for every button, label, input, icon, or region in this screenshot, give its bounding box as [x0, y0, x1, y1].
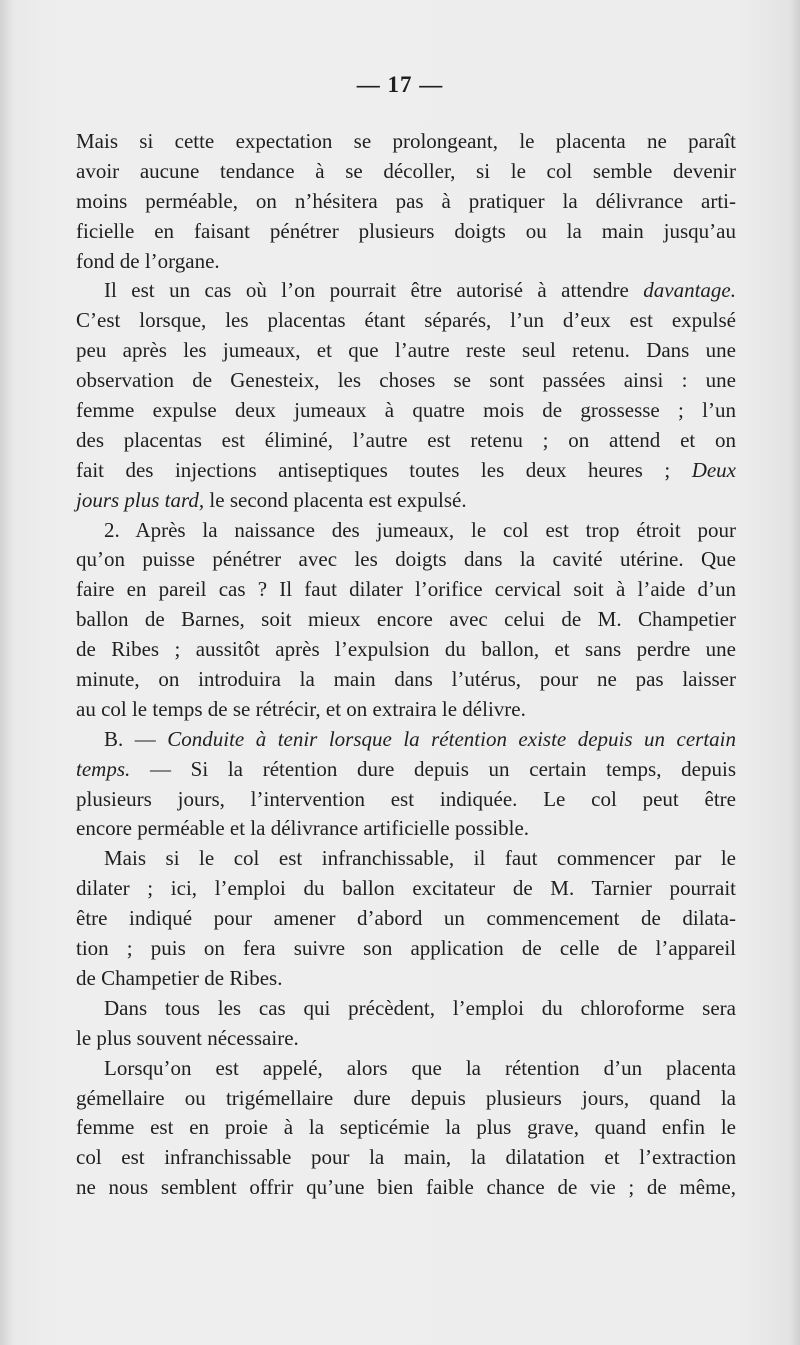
- text-line: être indiqué pour amener d’abord un commencement de dilata-: [76, 906, 736, 931]
- text-line: de Champetier de Ribes.: [76, 965, 283, 990]
- text-line: observation de Genesteix, les choses se sont passées ainsi : une: [76, 368, 736, 393]
- paragraph: [76, 994, 736, 1054]
- text-line: gémellaire ou trigémellaire dure depuis plusieurs jours, quand la: [76, 1085, 736, 1110]
- text-line: avoir aucune tendance à se décoller, si le col semble devenir: [76, 158, 736, 183]
- text-line: Mais si cette expectation se prolongeant, le placenta ne paraît: [76, 129, 736, 153]
- text-line: [76, 456, 736, 486]
- text-line: femme expulse deux jumeaux à quatre mois de grossesse ; l’un: [76, 398, 736, 423]
- text-line: 2. Après la naissance des jumeaux, le col est trop étroit pour: [104, 517, 736, 542]
- section-heading: Conduite à tenir lorsque la rétention existe depuis un certain: [167, 726, 736, 751]
- text-line: plusieurs jours, l’intervention est indiquée. Le col peut être: [76, 786, 736, 811]
- text-run: fait des injections antiseptiques toutes les deux heures ;: [76, 457, 671, 482]
- text-line: [76, 755, 736, 785]
- emphasis: Deux: [691, 457, 736, 482]
- text-line: [76, 725, 736, 755]
- text-line: encore perméable et la délivrance artificielle possible.: [76, 816, 530, 841]
- text-line: fond de l’organe.: [76, 248, 220, 273]
- text-line: Dans tous les cas qui précèdent, l’emploi du chloroforme sera: [104, 995, 736, 1020]
- text-line: femme est en proie à la septicémie la plus grave, quand enfin le: [76, 1115, 736, 1140]
- text-line: dilater ; ici, l’emploi du ballon excitateur de M. Tarnier pourrait: [76, 876, 736, 901]
- text-line: ballon de Barnes, soit mieux encore avec celui de M. Champetier: [76, 607, 736, 632]
- paragraph: [76, 844, 736, 993]
- text-line: tion ; puis on fera suivre son application de celle de l’appareil: [76, 936, 736, 961]
- section-label: B. —: [104, 726, 156, 751]
- text-run: Il est un cas où l’on pourrait être autorisé à attendre: [104, 278, 629, 303]
- text-line: [76, 276, 736, 306]
- body-text: [76, 127, 736, 1203]
- text-line: qu’on puisse pénétrer avec les doigts dans la cavité utérine. Que: [76, 547, 736, 572]
- text-line: faire en pareil cas ? Il faut dilater l’orifice cervical soit à l’aide d’un: [76, 577, 736, 602]
- text-run: le second placenta est expulsé.: [209, 487, 467, 512]
- text-run: — Si la rétention dure depuis un certain temps, depuis: [149, 756, 736, 781]
- text-line: au col le temps de se rétrécir, et on extraira le délivre.: [76, 696, 526, 721]
- section-heading: temps.: [76, 756, 131, 781]
- emphasis: davantage.: [643, 278, 736, 303]
- paragraph: [76, 276, 736, 515]
- page-number: — 17 —: [356, 72, 444, 97]
- text-line: minute, on introduira la main dans l’utérus, pour ne pas laisser: [76, 667, 736, 692]
- text-line: des placentas est éliminé, l’autre est retenu ; on attend et on: [76, 427, 736, 452]
- emphasis: jours plus tard,: [76, 487, 205, 512]
- text-line: ne nous semblent offrir qu’une bien faible chance de vie ; de même,: [76, 1175, 736, 1200]
- section-b: [76, 725, 736, 845]
- text-line: col est infranchissable pour la main, la dilatation et l’extraction: [76, 1145, 736, 1170]
- text-line: [76, 486, 736, 516]
- text-line: de Ribes ; aussitôt après l’expulsion du ballon, et sans perdre une: [76, 637, 736, 662]
- text-line: moins perméable, on n’hésitera pas à pratiquer la délivrance arti-: [76, 188, 736, 213]
- text-line: Mais si le col est infranchissable, il faut commencer par le: [104, 846, 736, 871]
- text-line: ficielle en faisant pénétrer plusieurs doigts ou la main jusqu’au: [76, 218, 736, 243]
- paragraph: [76, 127, 736, 276]
- text-line: Lorsqu’on est appelé, alors que la rétention d’un placenta: [104, 1055, 736, 1080]
- paragraph: [76, 1054, 736, 1203]
- text-line: C’est lorsque, les placentas étant séparés, l’un d’eux est expulsé: [76, 308, 736, 333]
- text-line: peu après les jumeaux, et que l’autre reste seul retenu. Dans une: [76, 338, 736, 363]
- text-line: le plus souvent nécessaire.: [76, 1025, 299, 1050]
- paragraph: [76, 516, 736, 725]
